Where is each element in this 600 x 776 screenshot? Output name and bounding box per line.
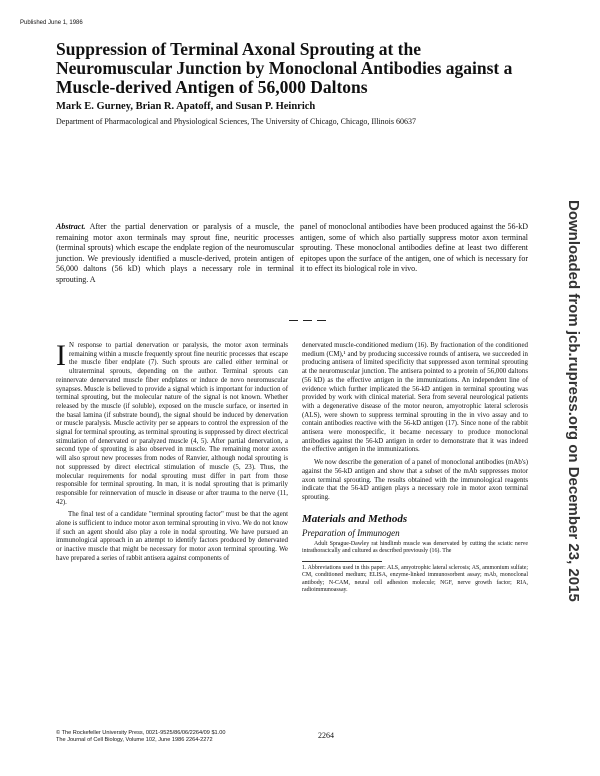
authors: Mark E. Gurney, Brian R. Apatoff, and Susan P. Heinrich — [56, 101, 316, 112]
footer — [56, 730, 225, 744]
divider — [317, 320, 326, 321]
right-column — [302, 342, 528, 595]
footnote: 1. Abbreviations used in this paper: ALS, amyotrophic lateral sclerosis; AS, ammonium sulfate; CM, conditioned medium; ELISA, enzyme-linked immunosorbent assay; mAb, monoclonal antibody; N-CAM, neural cell adhesion molecule; NGF, nerve growth factor; RIA, radioimmunoassay. — [302, 564, 528, 594]
divider — [303, 320, 312, 321]
right-paragraph-2: We now describe the generation of a panel of monoclonal antibodies (mAb's) against the 56-kD antigen and show that a subset of the mAb suppresses motor axon terminal sprouting. The results obtained with the immunological reagents indicate that the 56-kD antigen plays a necessary role in motor axon terminal sprouting. — [302, 459, 528, 501]
footer-copyright: © The Rockefeller University Press, 0021-9525/86/06/2264/09 $1.00 — [56, 730, 226, 736]
intro-paragraph-2: The final test of a candidate "terminal sprouting factor" must be that the agent alone is sufficient to induce motor axon terminal sprouting in vivo. We do not know if such an agent should also play a role in nodal sprouting. We have pursued an immunological approach in an attempt to identify factors produced by denervated or inactive muscle that might be necessary for motor axon terminal sprouting. We have prepared a series of rabbit antisera against components of — [56, 511, 288, 562]
page-number: 2264 — [318, 731, 334, 740]
footnote-rule — [302, 561, 382, 562]
left-column — [56, 339, 288, 564]
subsection-heading: Preparation of Immunogen — [302, 528, 400, 539]
abstract-left-text: After the partial denervation or paralysis of a muscle, the remaining motor axon terminals may sprout fine, neuritic processes (terminal sprouts) which escape the endplate region of the neuromuscular junction. We previously identified a muscle-derived, protein antigen of 56,000 daltons (56 kD) which plays a necessary role in terminal sprouting. A — [56, 222, 294, 284]
download-watermark: Downloaded from jcb.rupress.org on December 23, 2015 — [565, 200, 582, 602]
article-title: Suppression of Terminal Axonal Sprouting at the Neuromuscular Junction by Monoclonal Antibodies against a Muscle-derived Antigen of 56,000 Daltons — [56, 39, 513, 97]
abstract-label: Abstract. — [56, 222, 86, 231]
affiliation: Department of Pharmacological and Physiological Sciences, The University of Chicago, Chicago, Illinois 60637 — [56, 117, 416, 126]
footer-journal: The Journal of Cell Biology, Volume 102, June 1986 2264-2272 — [56, 737, 213, 743]
methods-text: Adult Sprague-Dawley rat hindlimb muscle was denervated by cutting the sciatic nerve intrathoracically and cultured as described previously (16). The — [302, 541, 528, 555]
abstract-right: panel of monoclonal antibodies have been produced against the 56-kD antigen, some of which also partially suppress motor axon terminal sprouting. These monoclonal antibodies define at least two different epitopes upon the surface of the antigen, one of which is necessary for it to effect its biological role in vivo. — [300, 222, 528, 274]
section-heading: Materials and Methods — [302, 512, 408, 525]
right-paragraph-1: denervated muscle-conditioned medium (16). By fractionation of the conditioned medium (CM),¹ and by producing successive rounds of antisera, we succeeded in producing antisera of limited specificity that suppressed axon terminal sprouting at the neuromuscular junction. The antisera pointed to a protein of 56,000 daltons (56 kD) as the effective antigen in the immunizations. An independent line of evidence which further implicated the 56-kD antigen in terminal sprouting was provided by work with clinical material. Sera from several neurological patients with a degenerative disease of the motor neuron, amyotrophic lateral sclerosis (ALS), were shown to suppress terminal sprouting in the in vivo assay and to contain antibodies reactive with the 56-kD antigen (17). Since none of the rabbit antisera were monospecific, it became necessary to produce monoclonal antibodies against the 56-kD antigen in order to demonstrate that it was indeed the effective antigen in the immunizations. — [302, 342, 528, 454]
divider — [289, 320, 298, 321]
abstract-left — [56, 222, 294, 286]
published-date: Published June 1, 1986 — [20, 20, 83, 26]
drop-cap: I — [56, 339, 66, 372]
intro-paragraph: I N response to partial denervation or paralysis, the motor axon terminals remaining within a muscle frequently sprout fine neuritic processes that escape the muscle fiber endplate (7). Such sprouts are called either terminal or ultraterminal sprouts, depending on the author. Terminal sprouts can reinnervate denervated muscle fiber endplates or induce de novo neuromuscular synapses. Muscle is believed to provide a signal which is important for induction of terminal sprouting, but the molecular nature of the signal is not known. Whether released by the muscle (if soluble), exposed on the muscle surface, or inserted in the basal lamina (if substrate bound), the signal should be induced by denervation or muscle paralysis. Muscle activity per se appears to control the expression of the signal for terminal sprouting, as terminal sprouting is suppressed by direct electrical stimulation of denervated or paralyzed muscle (4, 5). After partial denervation, a second type of sprouting is also observed in muscle. The remaining motor axons will also sprout new processes from nodes of Ranvier, although nodal sprouting is not suppressed by direct electrical stimulation of muscle (5, 23). Thus, the molecular requirements for nodal sprouting must differ in part from those responsible for terminal sprouting. In man, it is nodal sprouting that is primarily responsible for reinnervation of muscle in disease or after trauma to the nerve (11, 42). — [56, 339, 288, 506]
